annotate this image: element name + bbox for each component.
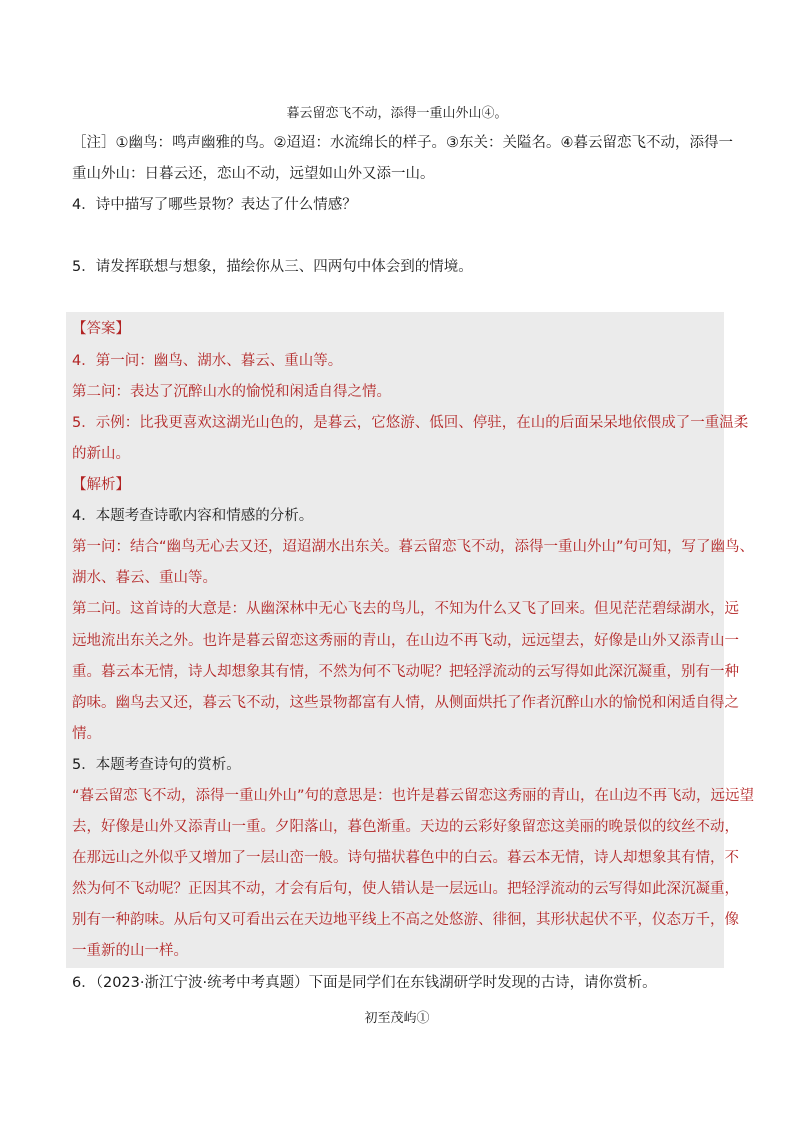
analysis-4-q2-line-2: 远地流出东关之外。也许是暮云留恋这秀丽的青山，在山边不再飞动，远远望去，好像是山外又添青山一 [72, 633, 739, 649]
analysis-4-q2-line-4: 韵味。幽鸟去又还，暮云飞不动，这些景物都富有人情，从侧面烘托了作者沉醉山水的愉悦和闲适自得之 [72, 695, 739, 711]
question-6: 6．（2023·浙江宁波·统考中考真题）下面是同学们在东钱湖研学时发现的古诗，请你赏析。 [72, 975, 657, 991]
note-line-1: ［注］①幽鸟：鸣声幽雅的鸟。②迢迢：水流绵长的样子。③东关：关隘名。④暮云留恋飞不动，添得一 [72, 135, 733, 151]
note-line-2: 重山外山：日暮云还，恋山不动，远望如山外又添一山。 [72, 166, 435, 182]
analysis-5-line-5: 别有一种韵味。从后句又可看出云在天边地平线上不高之处悠游、徘徊，其形状起伏不平，仪态万千，像 [72, 912, 739, 928]
analysis-heading: 【解析】 [72, 477, 130, 493]
answer-5-line-2: 的新山。 [72, 446, 130, 462]
answer-heading: 【答案】 [72, 321, 130, 337]
analysis-5-line-4: 然为何不飞动呢？正因其不动，才会有后句，使人错认是一层远山。把轻浮流动的云写得如此深沉凝重， [72, 881, 739, 897]
analysis-4-q2-line-5: 情。 [72, 726, 101, 742]
question-4: 4．诗中描写了哪些景物？表达了什么情感？ [72, 197, 357, 213]
analysis-5-line-2: 去，好像是山外又添青山一重。夕阳落山，暮色渐重。天边的云彩好象留恋这美丽的晚景似的纹丝不动， [72, 819, 739, 835]
analysis-5-line-1: “暮云留恋飞不动，添得一重山外山”句的意思是：也许是暮云留恋这秀丽的青山，在山边不再飞动，远远望 [72, 788, 755, 804]
question-5: 5．请发挥联想与想象，描绘你从三、四两句中体会到的情境。 [72, 259, 473, 275]
analysis-5-line-3: 在那远山之外似乎又增加了一层山峦一般。诗句描状暮色中的白云。暮云本无情，诗人却想象其有情，不 [72, 850, 739, 866]
next-poem-title: 初至茂屿① [364, 1011, 430, 1026]
analysis-4-q2-line-1: 第二问。这首诗的大意是：从幽深林中无心飞去的鸟儿，不知为什么又飞了回来。但见茫茫碧绿湖水，远 [72, 601, 739, 617]
poem-last-line: 暮云留恋飞不动，添得一重山外山④。 [286, 106, 508, 121]
analysis-4-q2-line-3: 重。暮云本无情，诗人却想象其有情，不然为何不飞动呢？把轻浮流动的云写得如此深沉凝重，别有一种 [72, 664, 739, 680]
answer-4-part-2: 第二问：表达了沉醉山水的愉悦和闲适自得之情。 [72, 384, 391, 400]
analysis-4-q1-line-2: 湖水、暮云、重山等。 [72, 570, 217, 586]
analysis-4-q1-line-1: 第一问：结合“幽鸟无心去又还，迢迢湖水出东关。暮云留恋飞不动，添得一重山外山”句可知，写了幽鸟、 [72, 539, 755, 555]
answer-4-part-1: 4．第一问：幽鸟、湖水、暮云、重山等。 [72, 353, 343, 369]
answer-5-line-1: 5．示例：比我更喜欢这湖光山色的，是暮云，它悠游、低回、停驻，在山的后面呆呆地依偎成了一重温柔 [72, 415, 749, 431]
analysis-4-intro: 4．本题考查诗歌内容和情感的分析。 [72, 508, 314, 524]
analysis-5-line-6: 一重新的山一样。 [72, 943, 188, 959]
analysis-5-intro: 5．本题考查诗句的赏析。 [72, 757, 241, 773]
